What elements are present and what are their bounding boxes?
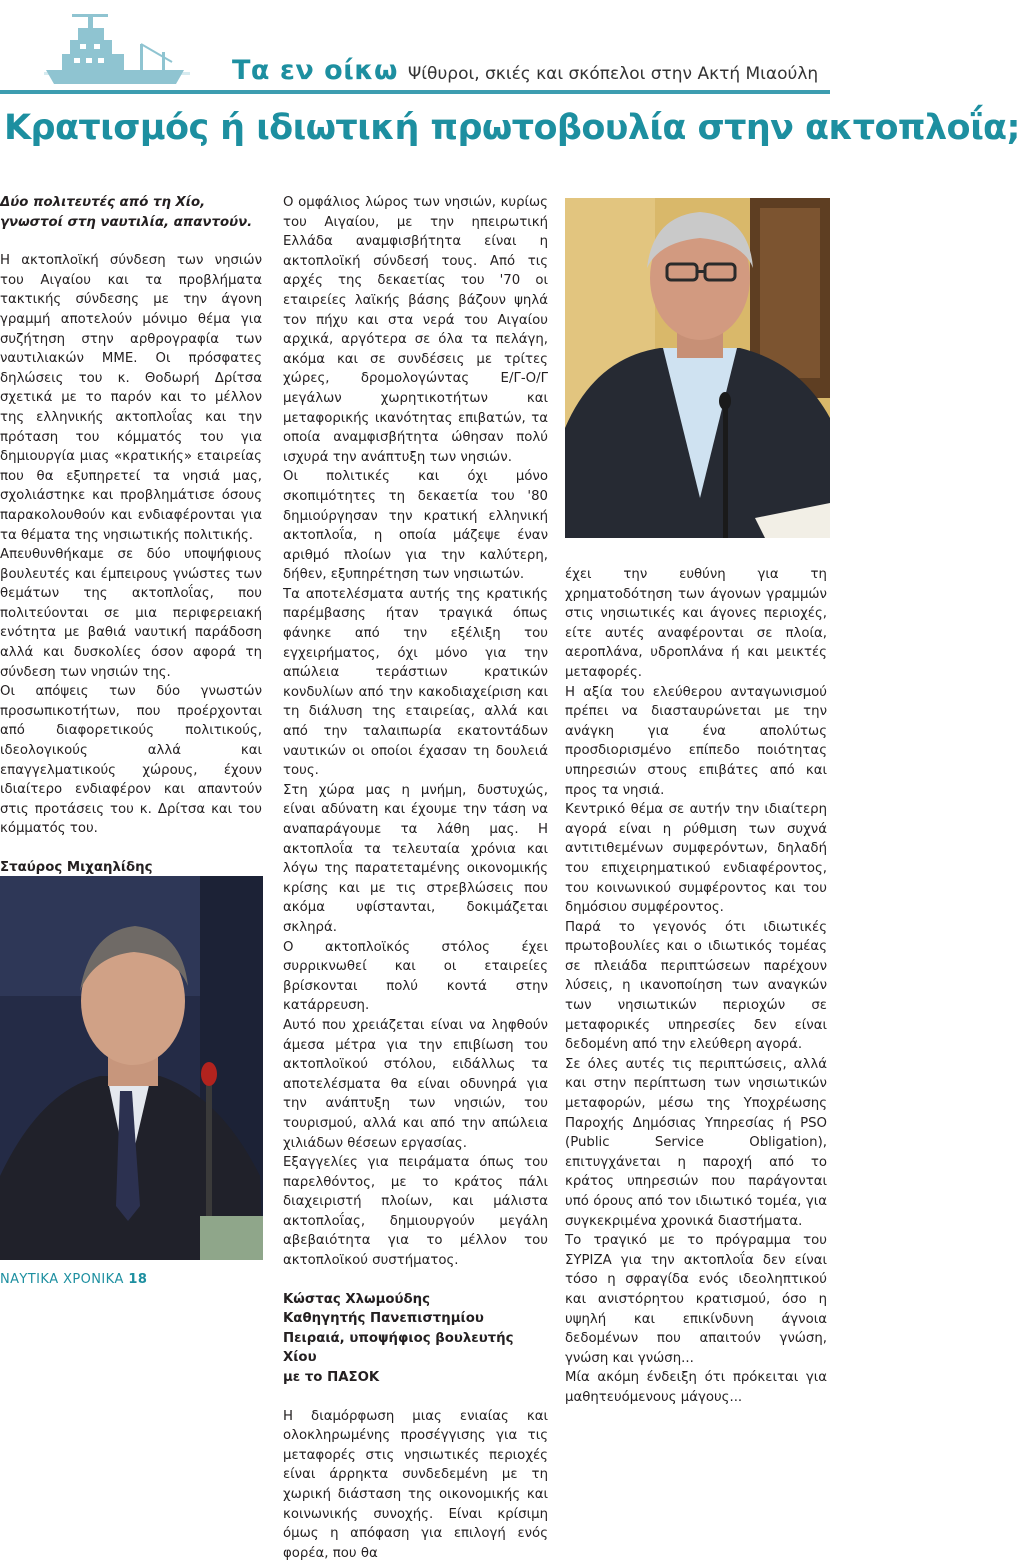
column-3	[565, 565, 827, 1408]
author1-photo	[0, 876, 263, 1260]
author2-title: με το ΠΑΣΟΚ	[283, 1370, 380, 1386]
intro-paragraph: Απευθυνθήκαμε σε δύο υποψήφιους βουλευτές και έμπειρους γνώστες των θεμάτων της ακτοπλοΐας, που πολιτεύονται σε μια περιφερειακή ενότητα με βαθιά ναυτική παράδοση αλλά και δυσκολίες όσον αφορά τη σύνδεση των νησιών της.	[0, 547, 262, 680]
author1-name: Σταύρος Μιχαηλίδης	[0, 860, 153, 875]
body-paragraph: Το τραγικό με το πρόγραμμα του ΣΥΡΙΖΑ για την ακτοπλοΐα δεν είναι τόσο η σφραγίδα ενός ιδεοληπτικού και ανιστόρητου κρατισμού, όσο η υψηλή και επικίνδυνη άγνοια δεδομένων που απαιτούν γνώση, γνώση και γνώση...	[565, 1233, 827, 1366]
body-paragraph: Εξαγγελίες για πειράματα όπως του παρελθόντος, με το κράτος πάλι διαχειριστή πλοίων, και μάλιστα ακτοπλοΐας, δημιουργούν μεγάλη αβεβαιότητα για το μέλλον του ακτοπλοϊκού συστήματος.	[283, 1155, 548, 1269]
body-paragraph: Παρά το γεγονός ότι ιδιωτικές πρωτοβουλίες και ο ιδιωτικός τομέας σε πλειάδα περιπτώσεων παρέχουν λύσεις, η ικανοποίηση των αναγκών των νησιωτικών περιοχών σε μεταφορικές υπηρεσίες δεν είναι δεδομένη από την ελεύθερη αγορά.	[565, 919, 827, 1053]
body-paragraph: Μία ακόμη ένδειξη ότι πρόκειται για μαθητευόμενους μάγους...	[565, 1370, 827, 1405]
page-footer	[0, 1272, 147, 1287]
body-paragraph: Ο ακτοπλοϊκός στόλος έχει συρρικνωθεί και οι εταιρείες βρίσκονται πολύ κοντά στην κατάρρευση.	[283, 939, 548, 1014]
body-paragraph: Στη χώρα μας η μνήμη, δυστυχώς, είναι αδύνατη και έχουμε την τάση να αναπαράγουμε τα λάθη μας. Η ακτοπλοΐα τα τελευταία χρόνια και λόγω της παρατεταμένης οικονομικής κρίσης και με τις στρεβλώσεις που ακόμα υφίστανται, δοκιμάζεται σκληρά.	[283, 782, 548, 935]
body-paragraph: Η αξία του ελεύθερου ανταγωνισμού πρέπει να διασταυρώνεται με την ανάγκη για ένα απολύτως προσδιορισμένο επίπεδο ποιότητας υπηρεσιών στους επιβάτες από και προς τα νησιά.	[565, 684, 827, 798]
intro-paragraph: Οι απόψεις των δύο γνωστών προσωπικοτήτων, που προέρχονται από διαφορετικούς πολιτικούς, ιδεολογικούς αλλά και επαγγελματικούς χώρους, έχουν ιδιαίτερο ενδιαφέρον και απαντούν στις προτάσεις του κ. Δρίτσα και του κόμματός του.	[0, 684, 262, 837]
section-subtitle: Ψίθυροι, σκιές και σκόπελοι στην Ακτή Μιαούλη	[407, 64, 819, 84]
body-paragraph: Η διαμόρφωση μιας ενιαίας και ολοκληρωμένης προσέγγισης για τις μεταφορές στις νησιωτικές περιοχές είναι άρρηκτα συνδεδεμένη με τη χωρική διάσταση της οικονομικής και κοινωνικής συνοχής. Είναι κρίσιμη όμως η απόφαση για επιλογή ενός φορέα, που θα	[283, 1408, 548, 1561]
body-paragraph: Ο ομφάλιος λώρος των νησιών, κυρίως του Αιγαίου, με την ηπειρωτική Ελλάδα αναμφισβήτητα είναι η ακτοπλοϊκή σύνδεσή τους. Από τις αρχές της δεκαετίας του '70 οι εταιρείες λαϊκής βάσης βάζουν ψηλά τον πήχυ και στα νερά του Αιγαίου αρχικά, αργότερα σε όλα τα πελάγη, ακόμα και σε συνδέσεις με τρίτες χώρες, δρομολογώντας Ε/Γ-Ο/Γ μεγάλων χωρητικοτήτων και μεταφορικής ικανότητας επιβατών, τα οποία αναμφισβήτητα ώθησαν πολύ ισχυρά την ανάπτυξη των νησιών.	[283, 195, 548, 465]
intro-paragraph: Η ακτοπλοϊκή σύνδεση των νησιών του Αιγαίου και τα προβλήματα τακτικής σύνδεσης με την άγονη γραμμή αποτελούν μόνιμο θέμα για συζήτηση στην αρθρογραφία των ναυτιλιακών ΜΜΕ. Οι πρόσφατες δηλώσεις του κ. Θοδωρή Δρίτσα σχετικά με το παρόν και το μέλλον της ελληνικής ακτοπλοΐας και την πρόταση του κόμματός του για δημιουργία μιας «κρατικής» εταιρείας που θα εξυπηρετεί τα νησιά μας, σχολιάστηκε και προβλημάτισε όσους παρακολουθούν και ενδιαφέρονται για τα θέματα της νησιωτικής πολιτικής.	[0, 253, 262, 543]
column-1	[0, 193, 262, 956]
author2-title: Καθηγητής Πανεπιστημίου	[283, 1311, 484, 1327]
section-name: Τα εν οίκω	[232, 55, 398, 86]
page-number: 18	[128, 1272, 148, 1287]
author2-name: Κώστας Χλωμούδης	[283, 1291, 430, 1307]
body-paragraph: Τα αποτελέσματα αυτής της κρατικής παρέμβασης ήταν τραγικά όπως φάνηκε από την εξέλιξη του εγχειρήματος, όχι μόνο για την απώλεια τεράστιων κρατικών κονδυλίων από την κακοδιαχείριση και τη διάλυση της εταιρείας, αλλά και από την ταλαιπωρία εκατοντάδων ναυτικών οι οποίοι έχασαν τη δουλειά τους.	[283, 586, 548, 779]
body-paragraph: Οι πολιτικές και όχι μόνο σκοπιμότητες τη δεκαετία του '80 δημιούργησαν την κρατική ελληνική ακτοπλοΐα, η οποία μάζεψε έναν αριθμό πλοίων για την καλύτερη, δήθεν, εξυπηρέτηση των νησιωτών.	[283, 469, 548, 583]
ship-logo	[44, 10, 190, 88]
author2-photo	[565, 198, 830, 538]
author2-title: Πειραιά, υποψήφιος βουλευτής Χίου	[283, 1330, 514, 1366]
header-rule	[0, 90, 830, 94]
body-paragraph: έχει την ευθύνη για τη χρηματοδότηση των άγονων γραμμών στις νησιωτικές και άγονες περιοχές, είτε αυτές αναφέρονται σε πλοία, αεροπλάνα, υδροπλάνα ή και μεικτές μεταφορές.	[565, 567, 827, 680]
article-lede: Δύο πολιτευτές από τη Χίο, γνωστοί στη ναυτιλία, απαντούν.	[0, 195, 253, 230]
body-paragraph: Αυτό που χρειάζεται είναι να ληφθούν άμεσα μέτρα για την επιβίωση του ακτοπλοϊκού στόλου, ειδάλλως τα αποτελέσματα θα είναι οδυνηρά για την ανάπτυξη των νησιών, του τουρισμού, αλλά και από την απώλεια χιλιάδων θέσεων εργασίας.	[283, 1017, 548, 1151]
section-header	[232, 55, 818, 89]
column-2	[283, 193, 548, 1563]
body-paragraph: Κεντρικό θέμα σε αυτήν την ιδιαίτερη αγορά είναι η ρύθμιση των συχνά αντιτιθεμένων συμφερόντων, δηλαδή του επιχειρηματικού ενδιαφέροντος, του κοινωνικού συμφέροντος και του δημόσιου συμφέροντος.	[565, 802, 827, 916]
body-paragraph: Σε όλες αυτές τις περιπτώσεις, αλλά και στην περίπτωση των νησιωτικών μεταφορών, μέσω της Υποχρέωσης Παροχής Δημόσιας Υπηρεσίας ή PSO (Public Service Obligation), επιτυγχάνεται η παροχή από το κράτος υπηρεσιών που παράγονται υπό όρους από τον ιδιωτικό τομέα, για συγκεκριμένα χρονικά διαστήματα.	[565, 1056, 827, 1229]
article-headline: Κρατισμός ή ιδιωτική πρωτοβουλία στην ακτοπλοΐα;	[4, 108, 1020, 148]
magazine-name: ΝΑΥΤΙΚΑ ΧΡΟΝΙΚΑ	[0, 1272, 124, 1287]
